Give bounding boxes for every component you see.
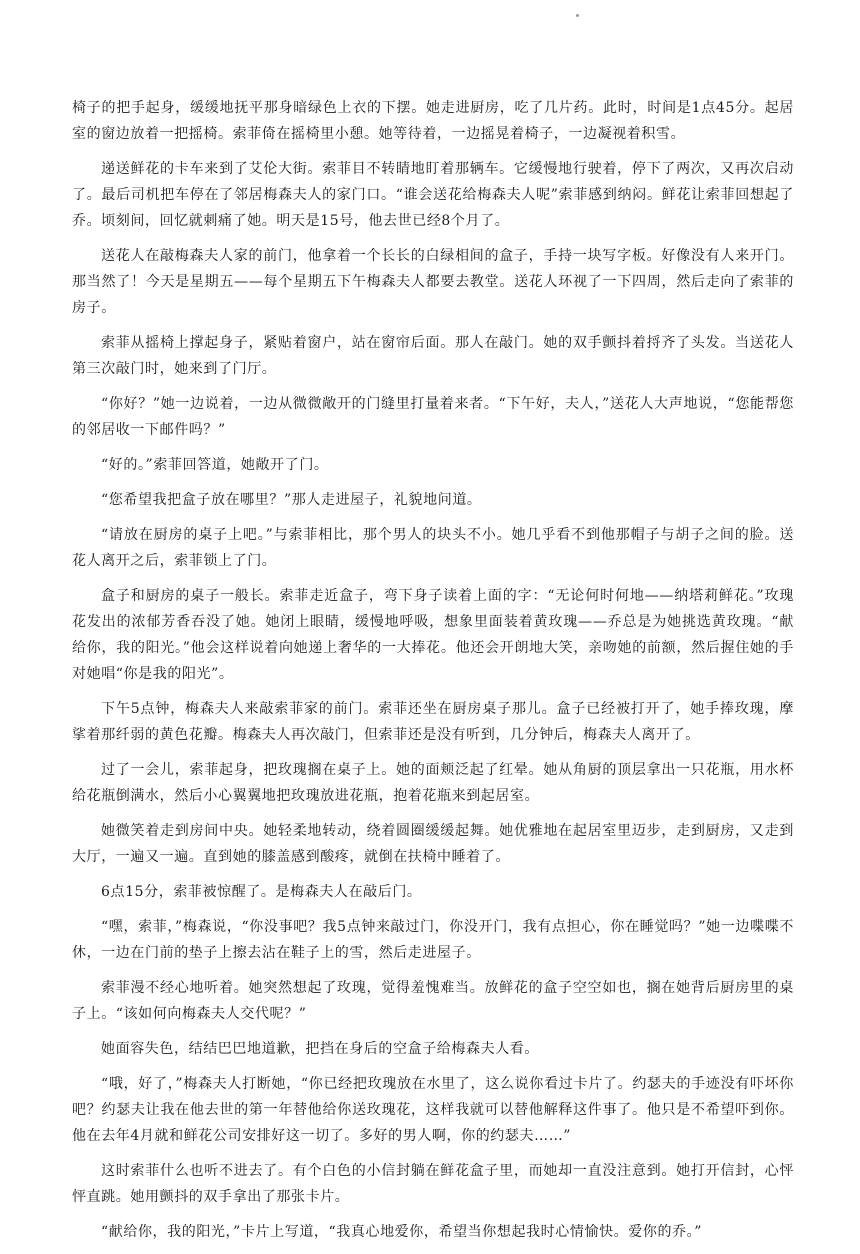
paragraph-7: “您希望我把盒子放在哪里？”那人走进屋子，礼貌地问道。 <box>101 492 482 508</box>
paragraph-18: 这时索菲什么也听不进去了。有个白色的小信封躺在鲜花盒子里，而她却一直没注意到。她打开信封，心怦怦直跳。她用颤抖的双手拿出了那张卡片。 <box>72 1163 794 1205</box>
paragraph-6: “好的。”索菲回答道，她敞开了门。 <box>101 457 329 473</box>
paragraph-13: 6点15分，索菲被惊醒了。是梅森夫人在敲后门。 <box>101 884 422 900</box>
paragraph-1: 椅子的把手起身，缓缓地抚平那身暗绿色上衣的下摆。她走进厨房，吃了几片药。此时，时间是1点45分。起居室的窗边放着一把摇椅。索菲倚在摇椅里小憩。她等待着，一边摇晃着椅子，一边凝视着积雪。 <box>72 100 794 142</box>
paragraph-9: 盒子和厨房的桌子一般长。索菲走近盒子，弯下身子读着上面的字：“无论何时何地——纳塔莉鲜花。”玫瑰花发出的浓郁芳香吞没了她。她闭上眼睛，缓慢地呼吸，想象里面装着黄玫瑰——乔总是为她挑选黄玫瑰。“献给你，我的阳光。”他会这样说着向她递上奢华的一大捧花。他还会开朗地大笑，亲吻她的前额，然后握住她的手对她唱“你是我的阳光”。 <box>72 588 794 682</box>
paragraph-3: 送花人在敲梅森夫人家的前门，他拿着一个长长的白绿相间的盒子，手持一块写字板。好像没有人来开门。那当然了！今天是星期五——每个星期五下午梅森夫人都要去教堂。送花人环视了一下四周，然后走向了索菲的房子。 <box>72 248 794 316</box>
paragraph-8: “请放在厨房的桌子上吧。”与索菲相比，那个男人的块头不小。她几乎看不到他那帽子与胡子之间的脸。送花人离开之后，索菲锁上了门。 <box>72 527 794 569</box>
paragraph-2: 递送鲜花的卡车来到了艾伦大街。索菲目不转睛地盯着那辆车。它缓慢地行驶着，停下了两次，又再次启动了。最后司机把车停在了邻居梅森夫人的家门口。“谁会送花给梅森夫人呢”索菲感到纳闷。鲜花让索菲回想起了乔。顷刻间，回忆就刺痛了她。明天是15号，他去世已经8个月了。 <box>72 161 794 229</box>
paragraph-17: “哦，好了，”梅森夫人打断她，“你已经把玫瑰放在水里了，这么说你看过卡片了。约瑟夫的手迹没有吓坏你吧？约瑟夫让我在他去世的第一年替他给你送玫瑰花，这样我就可以替他解释这件事了。他只是不希望吓到你。他在去年4月就和鲜花公司安排好这一切了。多好的男人啊，你的约瑟夫……” <box>72 1076 794 1144</box>
paragraph-12: 她微笑着走到房间中央。她轻柔地转动，绕着圆圈缓缓起舞。她优雅地在起居室里迈步，走到厨房，又走到大厅，一遍又一遍。直到她的膝盖感到酸疼，就倒在扶椅中睡着了。 <box>72 823 794 865</box>
paragraph-11: 过了一会儿，索菲起身，把玫瑰搁在桌子上。她的面颊泛起了红晕。她从角厨的顶层拿出一只花瓶，用水杯给花瓶倒满水，然后小心翼翼地把玫瑰放进花瓶，抱着花瓶来到起居室。 <box>72 762 794 804</box>
page-header-dot <box>576 14 579 17</box>
story-text <box>72 95 794 1254</box>
paragraph-16: 她面容失色，结结巴巴地道歉，把挡在身后的空盒子给梅森夫人看。 <box>101 1041 539 1057</box>
paragraph-5: “你好？”她一边说着，一边从微微敞开的门缝里打量着来者。“下午好，夫人，”送花人大声地说，“您能帮您的邻居收一下邮件吗？” <box>72 396 794 438</box>
paragraph-4: 索菲从摇椅上撑起身子，紧贴着窗户，站在窗帘后面。那人在敲门。她的双手颤抖着捋齐了头发。当送花人第三次敲门时，她来到了门厅。 <box>72 335 794 377</box>
paragraph-14: “嘿，索菲，”梅森说，“你没事吧？我5点钟来敲过门，你没开门，我有点担心，你在睡觉吗？”她一边喋喋不休，一边在门前的垫子上擦去沾在鞋子上的雪，然后走进屋子。 <box>72 919 794 961</box>
paragraph-15: 索菲漫不经心地听着。她突然想起了玫瑰，觉得羞愧难当。放鲜花的盒子空空如也，搁在她背后厨房里的桌子上。“该如何向梅森夫人交代呢？” <box>72 980 794 1022</box>
paragraph-10: 下午5点钟，梅森夫人来敲索菲家的前门。索菲还坐在厨房桌子那儿。盒子已经被打开了，她手捧玫瑰，摩挲着那纤弱的黄色花瓣。梅森夫人再次敲门，但索菲还是没有听到，几分钟后，梅森夫人离开了。 <box>72 701 794 743</box>
paragraph-19: “献给你，我的阳光，”卡片上写道，“我真心地爱你，希望当你想起我时心情愉快。爱你的乔。” <box>101 1224 703 1240</box>
